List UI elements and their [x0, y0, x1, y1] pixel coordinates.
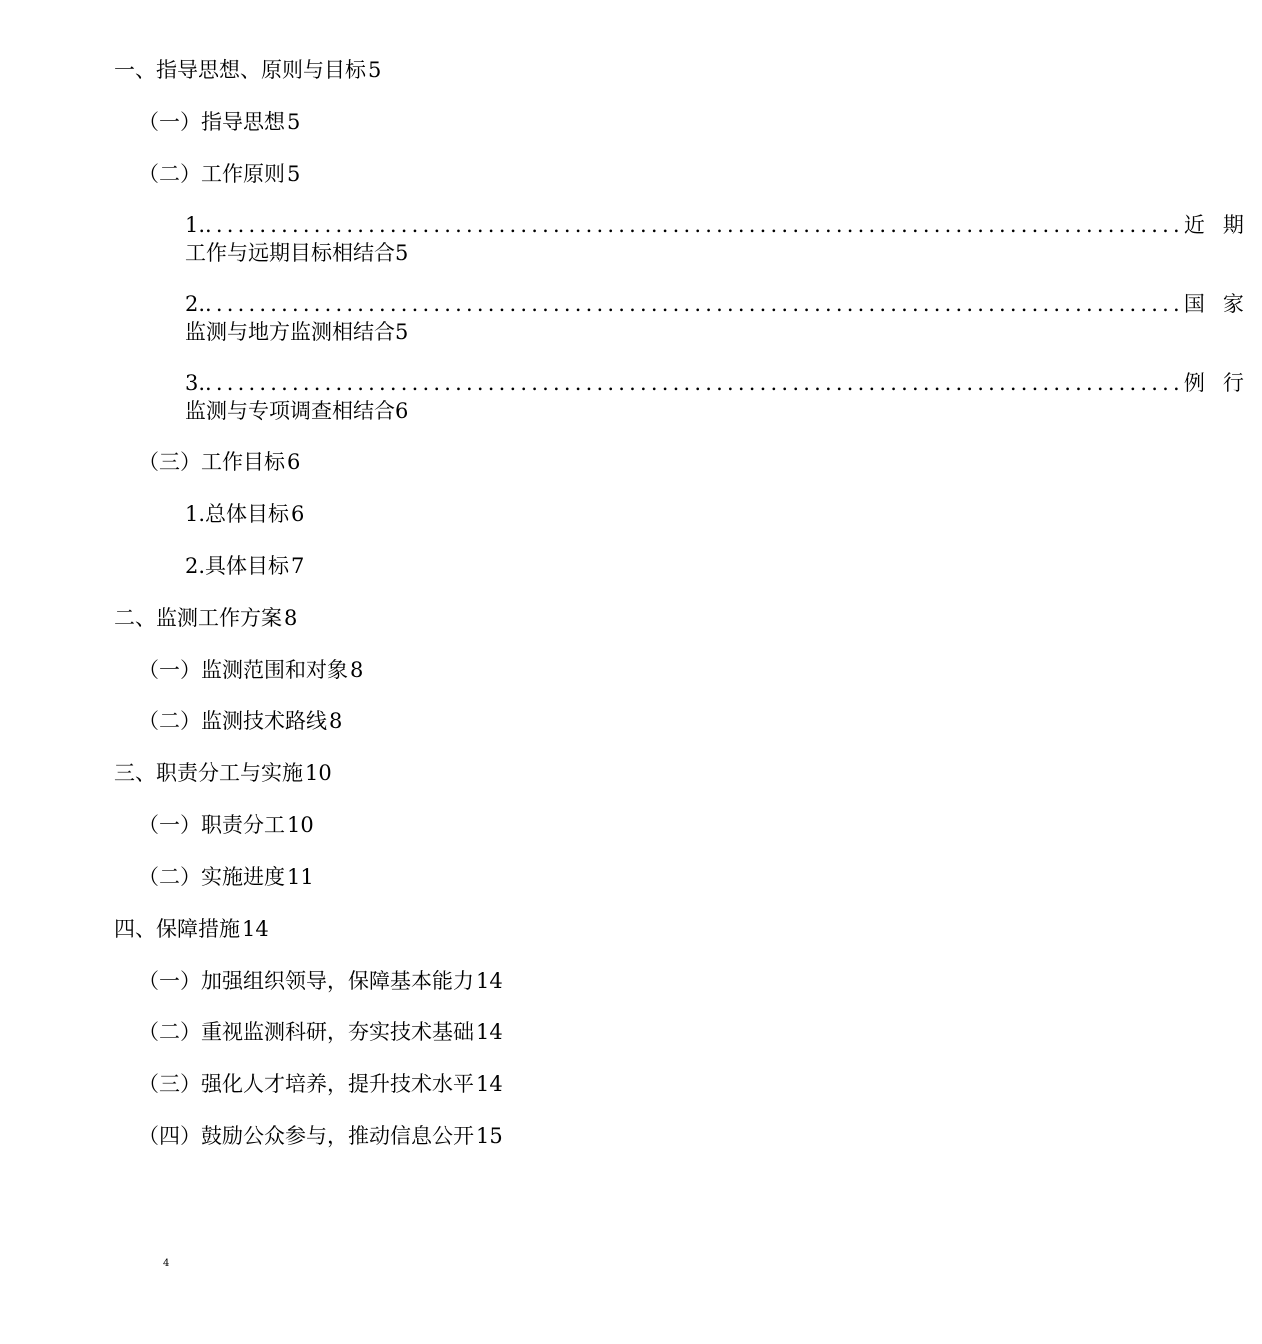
toc-entry-title: （二）工作原则: [138, 162, 285, 186]
toc-entry-page: 14: [476, 969, 503, 993]
toc-entry-page: 10: [287, 813, 314, 837]
toc-entry-3-1[interactable]: [138, 811, 314, 839]
toc-entry-3-2[interactable]: [138, 863, 314, 891]
toc-entry-page: 8: [329, 709, 343, 733]
toc-entry-title: （二）重视监测科研，夯实技术基础: [138, 1020, 474, 1044]
toc-entry-page: 14: [242, 917, 269, 941]
toc-entry-title: （二）监测技术路线: [138, 709, 327, 733]
toc-entry-page: 5: [287, 110, 301, 134]
toc-entry-title: 三、职责分工与实施: [114, 761, 303, 785]
toc-entry-2-2[interactable]: [138, 707, 342, 735]
toc-entry-title: （三）强化人才培养，提升技术水平: [138, 1072, 474, 1096]
toc-entry-title-head: 例行: [1183, 371, 1262, 395]
toc-entry-1-3-1[interactable]: [185, 500, 304, 528]
toc-dot-leader: ..........................................................................................: [205, 292, 1184, 316]
toc-entry-number: 1.: [185, 213, 206, 237]
toc-entry-title: （二）实施进度: [138, 865, 285, 889]
toc-entry-title: （四）鼓励公众参与，推动信息公开: [138, 1124, 474, 1148]
toc-entry-page: 6: [395, 399, 409, 423]
toc-entry-title: 一、指导思想、原则与目标: [114, 58, 366, 82]
toc-entry-1-2-2[interactable]: [185, 290, 1262, 346]
toc-entry-page: 14: [476, 1072, 503, 1096]
toc-entry-1[interactable]: [114, 56, 381, 84]
toc-entry-title-tail: 监测与地方监测相结合: [185, 320, 395, 344]
toc-entry-page: 10: [305, 761, 332, 785]
toc-entry-4-4[interactable]: [138, 1122, 503, 1150]
toc-entry-title: （一）加强组织领导，保障基本能力: [138, 969, 474, 993]
toc-entry-title: （一）职责分工: [138, 813, 285, 837]
toc-entry-page: 5: [395, 241, 409, 265]
toc-entry-page: 6: [287, 450, 301, 474]
toc-entry-2[interactable]: [114, 604, 297, 632]
toc-entry-title: 四、保障措施: [114, 917, 240, 941]
toc-entry-1-3-2[interactable]: [185, 552, 304, 580]
toc-entry-title: 二、监测工作方案: [114, 606, 282, 630]
toc-entry-page: 6: [291, 502, 305, 526]
toc-entry-page: 8: [350, 658, 364, 682]
toc-entry-page: 14: [476, 1020, 503, 1044]
toc-entry-page: 8: [284, 606, 298, 630]
toc-entry-page: 7: [291, 554, 305, 578]
toc-entry-3[interactable]: [114, 759, 332, 787]
toc-entry-2-1[interactable]: [138, 656, 363, 684]
toc-entry-page: 5: [368, 58, 382, 82]
toc-dot-leader: ..........................................................................................: [205, 213, 1184, 237]
toc-entry-title-head: 国家: [1183, 292, 1262, 316]
toc-entry-title: （三）工作目标: [138, 450, 285, 474]
toc-entry-4-1[interactable]: [138, 967, 503, 995]
toc-entry-1-3[interactable]: [138, 448, 300, 476]
toc-entry-4-2[interactable]: [138, 1018, 503, 1046]
toc-entry-title-head: 近期: [1183, 213, 1262, 237]
toc-entry-1-2-1[interactable]: [185, 211, 1262, 267]
toc-entry-page: 15: [476, 1124, 503, 1148]
toc-entry-title-tail: 工作与远期目标相结合: [185, 241, 395, 265]
toc-entry-title: （一）监测范围和对象: [138, 658, 348, 682]
toc-entry-4-3[interactable]: [138, 1070, 503, 1098]
toc-entry-title-tail: 监测与专项调查相结合: [185, 399, 395, 423]
toc-entry-page: 11: [287, 865, 314, 889]
toc-entry-title: 2.具体目标: [185, 554, 290, 578]
toc-entry-number: 2.: [185, 292, 206, 316]
toc-entry-4[interactable]: [114, 915, 269, 943]
toc-entry-title: 1.总体目标: [185, 502, 290, 526]
toc-entry-1-2[interactable]: [138, 160, 300, 188]
page-footer-number: 4: [163, 1258, 170, 1269]
toc-dot-leader: ..........................................................................................: [205, 371, 1184, 395]
toc-entry-page: 5: [287, 162, 301, 186]
toc-entry-page: 5: [395, 320, 409, 344]
toc-entry-title: （一）指导思想: [138, 110, 285, 134]
toc-entry-number: 3.: [185, 371, 206, 395]
toc-entry-1-1[interactable]: [138, 108, 300, 136]
toc-entry-1-2-3[interactable]: [185, 369, 1262, 425]
